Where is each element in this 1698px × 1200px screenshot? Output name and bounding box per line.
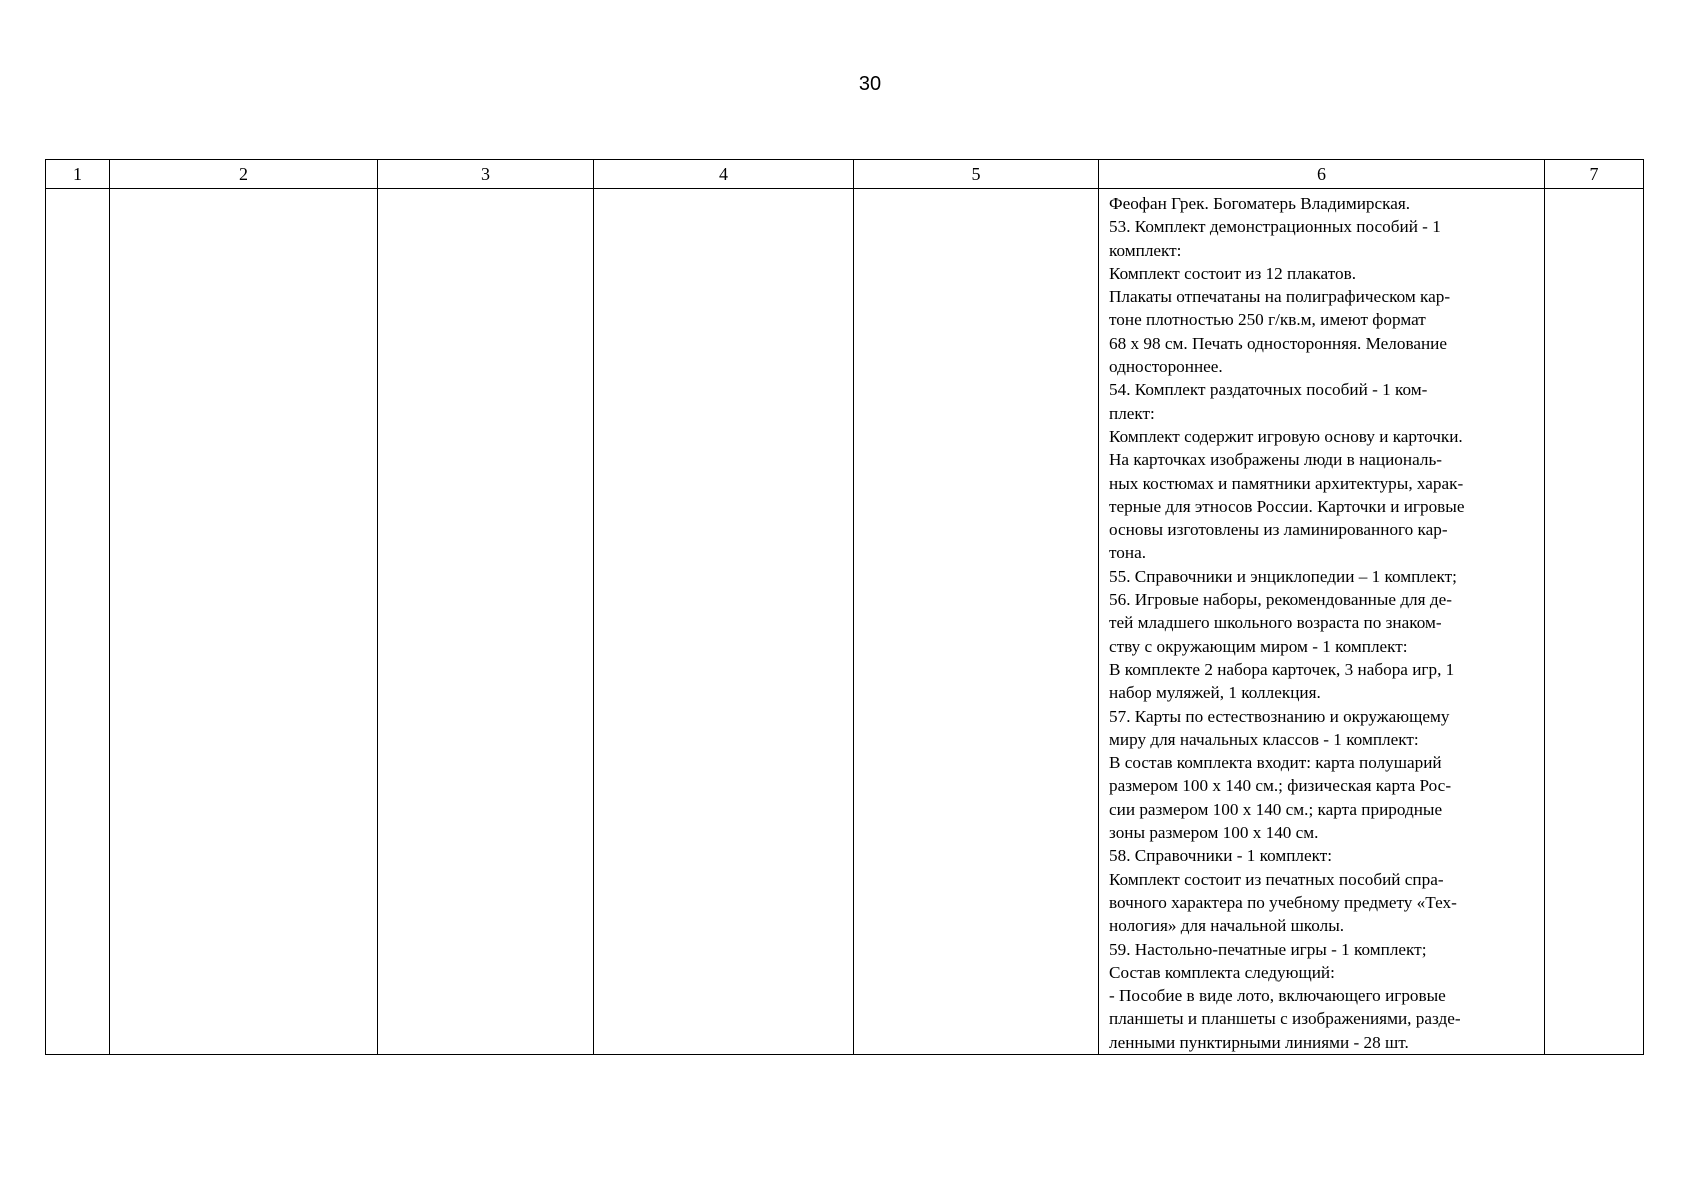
description-line: вочного характера по учебному предмету «Тех- [1109, 892, 1457, 912]
column-header-6: 6 [1099, 160, 1545, 189]
column-header-4: 4 [594, 160, 854, 189]
description-line: Плакаты отпечатаны на полиграфическом кар- [1109, 287, 1451, 307]
description-line: ленными пунктирными линиями - 28 шт. [1109, 1032, 1409, 1052]
description-line: нология» для начальной школы. [1109, 916, 1345, 936]
header-row [46, 160, 1644, 189]
description-line: 55. Справочники и энциклопедии – 1 комплект; [1109, 566, 1457, 586]
description-line: набор муляжей, 1 коллекция. [1109, 683, 1321, 703]
cell-col-5 [854, 189, 1099, 1055]
description-line: В состав комплекта входит: карта полушарий [1109, 753, 1442, 773]
description-line: 56. Игровые наборы, рекомендованные для де- [1109, 590, 1452, 610]
description-line: В комплекте 2 набора карточек, 3 набора игр, 1 [1109, 659, 1455, 679]
cell-col-1 [46, 189, 110, 1055]
description-line: тоне плотностью 250 г/кв.м, имеют формат [1109, 310, 1426, 330]
description-line: ных костюмах и памятники архитектуры, харак- [1109, 473, 1464, 493]
description-line: тей младшего школьного возраста по знаком- [1109, 613, 1442, 633]
description-line: 54. Комплект раздаточных пособий - 1 ком- [1109, 380, 1428, 400]
description-line: 53. Комплект демонстрационных пособий - 1 [1109, 217, 1441, 237]
description-line: планшеты и планшеты с изображениями, разде- [1109, 1009, 1461, 1029]
cell-col-7 [1545, 189, 1644, 1055]
description-line: основы изготовлены из ламинированного кар- [1109, 520, 1448, 540]
column-header-3: 3 [378, 160, 594, 189]
table-row [46, 189, 1644, 1055]
description-line: Комплект состоит из 12 плакатов. [1109, 263, 1356, 283]
description-line: 57. Карты по естествознанию и окружающему [1109, 706, 1450, 726]
column-header-7: 7 [1545, 160, 1644, 189]
description-line: сии размером 100 х 140 см.; карта природные [1109, 799, 1443, 819]
description-line: тона. [1109, 543, 1147, 563]
equipment-table [45, 159, 1644, 1055]
description-line: ству с окружающим миром - 1 комплект: [1109, 636, 1408, 656]
description-line: миру для начальных классов - 1 комплект: [1109, 729, 1419, 749]
cell-col-4 [594, 189, 854, 1055]
equipment-description [1109, 192, 1536, 1054]
description-line: Комплект содержит игровую основу и карточки. [1109, 426, 1463, 446]
description-line: Комплект состоит из печатных пособий спра- [1109, 869, 1444, 889]
description-line: 58. Справочники - 1 комплект: [1109, 846, 1333, 866]
description-line: размером 100 х 140 см.; физическая карта Рос- [1109, 776, 1452, 796]
description-line: Феофан Грек. Богоматерь Владимирская. [1109, 194, 1411, 213]
page-number: 30 [858, 73, 882, 95]
description-line: комплект: [1109, 240, 1182, 260]
description-line: 59. Настольно-печатные игры - 1 комплект; [1109, 939, 1427, 959]
description-line: терные для этносов России. Карточки и игровые [1109, 496, 1465, 516]
description-line: - Пособие в виде лото, включающего игровые [1109, 986, 1446, 1006]
description-line: Состав комплекта следующий: [1109, 962, 1335, 982]
description-line: На карточках изображены люди в националь- [1109, 450, 1443, 470]
column-header-1: 1 [46, 160, 110, 189]
column-header-2: 2 [110, 160, 378, 189]
cell-col-2 [110, 189, 378, 1055]
description-line: одностороннее. [1109, 357, 1223, 377]
description-line: плект: [1109, 403, 1155, 423]
cell-col-3 [378, 189, 594, 1055]
description-line: 68 х 98 см. Печать односторонняя. Мелование [1109, 333, 1448, 353]
cell-col-6 [1099, 189, 1545, 1055]
column-header-5: 5 [854, 160, 1099, 189]
description-line: зоны размером 100 х 140 см. [1109, 823, 1319, 843]
